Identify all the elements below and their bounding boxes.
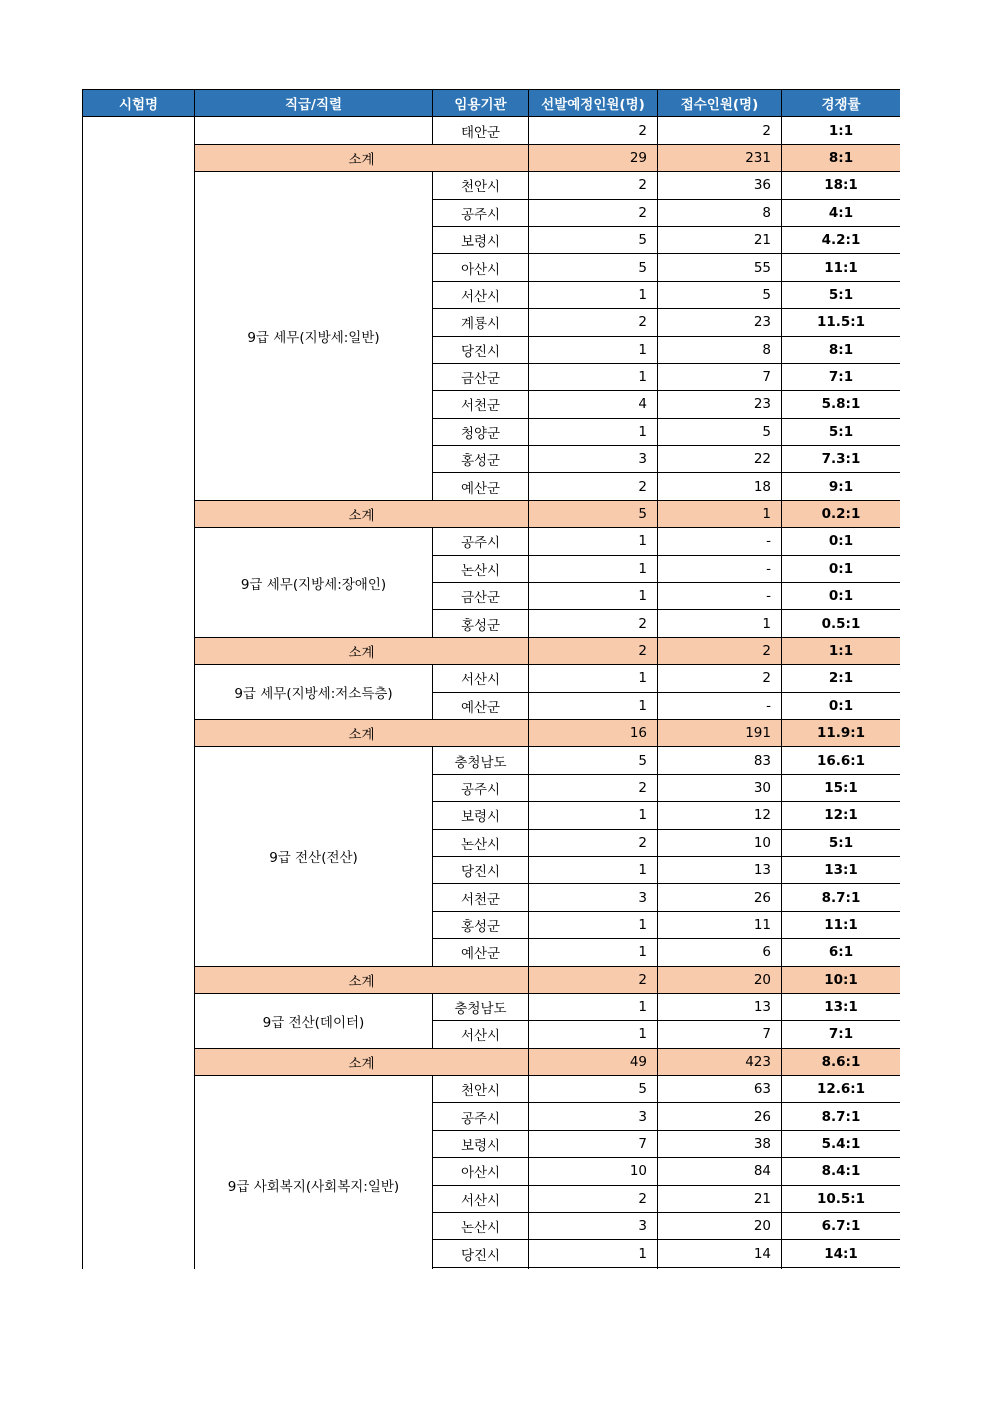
subtotal-row	[83, 144, 901, 171]
planned-hires-cell: 1	[529, 993, 658, 1020]
subtotal-label: 소계	[195, 966, 529, 993]
applicants-cell: 21	[658, 226, 782, 253]
agency-cell: 서천군	[433, 884, 529, 911]
exam-name-cell	[83, 117, 195, 1269]
planned-hires-cell: 2	[529, 637, 658, 664]
competition-rate-cell: 0.5:1	[782, 610, 901, 637]
competition-rate-cell: 12:1	[782, 802, 901, 829]
competition-rate-cell: 16.6:1	[782, 747, 901, 774]
planned-hires-cell: 1	[529, 281, 658, 308]
planned-hires-cell: 2	[529, 966, 658, 993]
table-header-row	[83, 90, 901, 117]
applicants-cell: 36	[658, 172, 782, 199]
applicants-cell: 23	[658, 309, 782, 336]
position-cell: 9급 전산(전산)	[195, 747, 433, 966]
competition-rate-cell: 0:1	[782, 583, 901, 610]
planned-hires-cell: 1	[529, 1240, 658, 1267]
applicants-cell: 2	[658, 665, 782, 692]
planned-hires-cell: 1	[529, 802, 658, 829]
applicants-cell: 1	[658, 610, 782, 637]
applicants-cell: 26	[658, 884, 782, 911]
planned-hires-cell: 2	[529, 117, 658, 144]
agency-cell: 천안시	[433, 172, 529, 199]
competition-rate-cell: 14:1	[782, 1240, 901, 1267]
applicants-cell: 20	[658, 966, 782, 993]
competition-rate-cell: 18:1	[782, 172, 901, 199]
subtotal-row	[83, 637, 901, 664]
planned-hires-cell	[529, 1267, 658, 1269]
planned-hires-cell: 16	[529, 719, 658, 746]
competition-rate-cell: 13:1	[782, 856, 901, 883]
applicants-cell: 6	[658, 939, 782, 966]
planned-hires-cell: 7	[529, 1130, 658, 1157]
competition-rate-cell: 6:1	[782, 939, 901, 966]
competition-rate-cell: 0:1	[782, 528, 901, 555]
position-cell: 9급 세무(지방세:일반)	[195, 172, 433, 501]
agency-cell: 서산시	[433, 1185, 529, 1212]
competition-rate-cell: 0:1	[782, 555, 901, 582]
planned-hires-cell: 2	[529, 199, 658, 226]
applicants-cell: -	[658, 692, 782, 719]
applicants-cell: 2	[658, 637, 782, 664]
agency-cell: 아산시	[433, 254, 529, 281]
agency-cell: 논산시	[433, 555, 529, 582]
applicants-cell: 21	[658, 1185, 782, 1212]
applicants-cell: 191	[658, 719, 782, 746]
subtotal-label: 소계	[195, 1048, 529, 1075]
applicants-cell: -	[658, 528, 782, 555]
planned-hires-cell: 1	[529, 692, 658, 719]
planned-hires-cell: 2	[529, 309, 658, 336]
planned-hires-cell: 1	[529, 939, 658, 966]
header-applicants: 접수인원(명)	[658, 90, 782, 117]
planned-hires-cell: 29	[529, 144, 658, 171]
competition-rate-cell: 9:1	[782, 473, 901, 500]
agency-cell: 충청남도	[433, 747, 529, 774]
planned-hires-cell: 2	[529, 610, 658, 637]
subtotal-row	[83, 719, 901, 746]
planned-hires-cell: 1	[529, 911, 658, 938]
header-agency: 임용기관	[433, 90, 529, 117]
competition-rate-cell: 8.7:1	[782, 1103, 901, 1130]
planned-hires-cell: 1	[529, 336, 658, 363]
applicants-cell: 14	[658, 1240, 782, 1267]
competition-rate-cell: 8.7:1	[782, 884, 901, 911]
agency-cell: 당진시	[433, 1240, 529, 1267]
applicants-cell: 23	[658, 391, 782, 418]
competition-rate-cell: 1:1	[782, 637, 901, 664]
table-container	[82, 89, 900, 1269]
agency-cell: 공주시	[433, 528, 529, 555]
competition-rate-cell: 7:1	[782, 1021, 901, 1048]
competition-rate-cell: 11:1	[782, 254, 901, 281]
table-row	[83, 747, 901, 774]
competition-rate-cell: 8.6:1	[782, 1048, 901, 1075]
competition-rate-cell: 2:1	[782, 665, 901, 692]
applicants-cell: 83	[658, 747, 782, 774]
applicants-cell: 30	[658, 774, 782, 801]
planned-hires-cell: 1	[529, 1021, 658, 1048]
applicants-cell	[658, 1267, 782, 1269]
planned-hires-cell: 1	[529, 418, 658, 445]
agency-cell: 서산시	[433, 281, 529, 308]
applicants-cell: 2	[658, 117, 782, 144]
competition-rate-cell: 4:1	[782, 199, 901, 226]
agency-cell: 보령시	[433, 1130, 529, 1157]
agency-cell: 충청남도	[433, 993, 529, 1020]
competition-rate-cell: 8.4:1	[782, 1158, 901, 1185]
competition-rate-cell: 11.9:1	[782, 719, 901, 746]
planned-hires-cell: 5	[529, 500, 658, 527]
applicants-cell: 63	[658, 1076, 782, 1103]
agency-cell: 예산군	[433, 473, 529, 500]
applicants-cell: 84	[658, 1158, 782, 1185]
agency-cell: 아산시	[433, 1158, 529, 1185]
competition-rate-cell: 5.8:1	[782, 391, 901, 418]
agency-cell	[433, 1267, 529, 1269]
agency-cell: 홍성군	[433, 610, 529, 637]
planned-hires-cell: 1	[529, 528, 658, 555]
agency-cell: 서산시	[433, 1021, 529, 1048]
planned-hires-cell: 2	[529, 829, 658, 856]
agency-cell: 서산시	[433, 665, 529, 692]
position-cell	[195, 117, 433, 144]
applicants-cell: -	[658, 583, 782, 610]
competition-rate-cell: 7:1	[782, 363, 901, 390]
agency-cell: 청양군	[433, 418, 529, 445]
planned-hires-cell: 1	[529, 363, 658, 390]
applicants-cell: 11	[658, 911, 782, 938]
applicants-cell: 55	[658, 254, 782, 281]
competition-rate-cell: 0:1	[782, 692, 901, 719]
table-row	[83, 117, 901, 144]
planned-hires-cell: 3	[529, 1213, 658, 1240]
competition-rate-cell: 4.2:1	[782, 226, 901, 253]
competition-rate-cell: 13:1	[782, 993, 901, 1020]
planned-hires-cell: 2	[529, 774, 658, 801]
applicants-cell: 18	[658, 473, 782, 500]
header-planned-hires: 선발예정인원(명)	[529, 90, 658, 117]
competition-rate-table	[82, 89, 900, 1269]
subtotal-label: 소계	[195, 719, 529, 746]
competition-rate-cell: 5:1	[782, 281, 901, 308]
competition-rate-cell: 5:1	[782, 829, 901, 856]
subtotal-label: 소계	[195, 500, 529, 527]
competition-rate-cell: 1:1	[782, 117, 901, 144]
agency-cell: 천안시	[433, 1076, 529, 1103]
header-exam-name: 시험명	[83, 90, 195, 117]
competition-rate-cell: 6.7:1	[782, 1213, 901, 1240]
competition-rate-cell: 15:1	[782, 774, 901, 801]
planned-hires-cell: 1	[529, 583, 658, 610]
position-cell: 9급 사회복지(사회복지:일반)	[195, 1076, 433, 1269]
competition-rate-cell: 5.4:1	[782, 1130, 901, 1157]
subtotal-row	[83, 1048, 901, 1075]
position-cell: 9급 세무(지방세:저소득층)	[195, 665, 433, 720]
competition-rate-cell: 0.2:1	[782, 500, 901, 527]
planned-hires-cell: 49	[529, 1048, 658, 1075]
competition-rate-cell: 8:1	[782, 144, 901, 171]
applicants-cell: 22	[658, 446, 782, 473]
applicants-cell: 5	[658, 418, 782, 445]
planned-hires-cell: 3	[529, 884, 658, 911]
agency-cell: 공주시	[433, 199, 529, 226]
planned-hires-cell: 1	[529, 856, 658, 883]
agency-cell: 보령시	[433, 802, 529, 829]
applicants-cell: 7	[658, 1021, 782, 1048]
agency-cell: 금산군	[433, 583, 529, 610]
competition-rate-cell: 8:1	[782, 336, 901, 363]
agency-cell: 공주시	[433, 774, 529, 801]
table-row	[83, 665, 901, 692]
competition-rate-cell: 5:1	[782, 418, 901, 445]
planned-hires-cell: 4	[529, 391, 658, 418]
table-body	[83, 117, 901, 1269]
header-competition-rate: 경쟁률	[782, 90, 901, 117]
position-cell: 9급 세무(지방세:장애인)	[195, 528, 433, 638]
planned-hires-cell: 1	[529, 555, 658, 582]
applicants-cell: 13	[658, 856, 782, 883]
planned-hires-cell: 5	[529, 747, 658, 774]
planned-hires-cell: 3	[529, 1103, 658, 1130]
position-cell: 9급 전산(데이터)	[195, 993, 433, 1048]
table-row	[83, 993, 901, 1020]
subtotal-row	[83, 500, 901, 527]
agency-cell: 홍성군	[433, 446, 529, 473]
competition-rate-cell: 12.6:1	[782, 1076, 901, 1103]
applicants-cell: 20	[658, 1213, 782, 1240]
applicants-cell: 8	[658, 336, 782, 363]
applicants-cell: 423	[658, 1048, 782, 1075]
planned-hires-cell: 2	[529, 172, 658, 199]
agency-cell: 예산군	[433, 939, 529, 966]
planned-hires-cell: 1	[529, 665, 658, 692]
applicants-cell: 26	[658, 1103, 782, 1130]
applicants-cell: 38	[658, 1130, 782, 1157]
planned-hires-cell: 5	[529, 226, 658, 253]
agency-cell: 예산군	[433, 692, 529, 719]
agency-cell: 서천군	[433, 391, 529, 418]
agency-cell: 당진시	[433, 856, 529, 883]
competition-rate-cell: 10.5:1	[782, 1185, 901, 1212]
subtotal-row	[83, 966, 901, 993]
agency-cell: 당진시	[433, 336, 529, 363]
agency-cell: 논산시	[433, 829, 529, 856]
agency-cell: 공주시	[433, 1103, 529, 1130]
applicants-cell: 13	[658, 993, 782, 1020]
agency-cell: 태안군	[433, 117, 529, 144]
subtotal-label: 소계	[195, 637, 529, 664]
planned-hires-cell: 2	[529, 1185, 658, 1212]
applicants-cell: 8	[658, 199, 782, 226]
agency-cell: 홍성군	[433, 911, 529, 938]
table-row	[83, 172, 901, 199]
applicants-cell: 231	[658, 144, 782, 171]
applicants-cell: 5	[658, 281, 782, 308]
table-row	[83, 1076, 901, 1103]
agency-cell: 계룡시	[433, 309, 529, 336]
applicants-cell: 1	[658, 500, 782, 527]
subtotal-label: 소계	[195, 144, 529, 171]
planned-hires-cell: 2	[529, 473, 658, 500]
competition-rate-cell: 7.3:1	[782, 446, 901, 473]
competition-rate-cell: 11:1	[782, 911, 901, 938]
planned-hires-cell: 5	[529, 1076, 658, 1103]
competition-rate-cell: 11.5:1	[782, 309, 901, 336]
agency-cell: 금산군	[433, 363, 529, 390]
planned-hires-cell: 10	[529, 1158, 658, 1185]
applicants-cell: 12	[658, 802, 782, 829]
competition-rate-cell	[782, 1267, 901, 1269]
table-row	[83, 528, 901, 555]
applicants-cell: 7	[658, 363, 782, 390]
agency-cell: 보령시	[433, 226, 529, 253]
applicants-cell: 10	[658, 829, 782, 856]
planned-hires-cell: 5	[529, 254, 658, 281]
planned-hires-cell: 3	[529, 446, 658, 473]
applicants-cell: -	[658, 555, 782, 582]
header-position: 직급/직렬	[195, 90, 433, 117]
agency-cell: 논산시	[433, 1213, 529, 1240]
competition-rate-cell: 10:1	[782, 966, 901, 993]
